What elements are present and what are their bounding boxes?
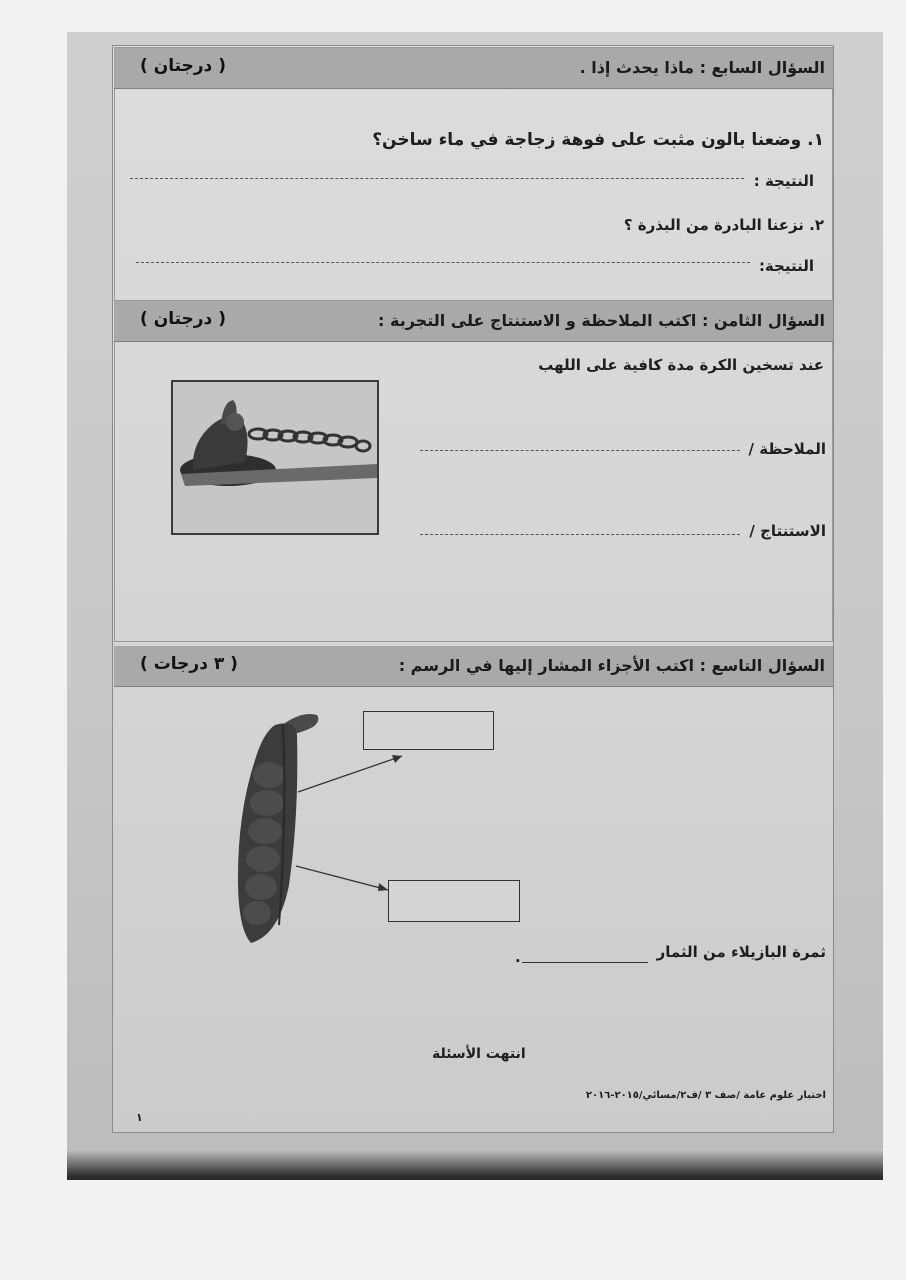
q7-answer-line-1[interactable] bbox=[130, 178, 744, 179]
end-of-questions: انتهت الأسئلة bbox=[432, 1046, 526, 1062]
ball-and-ring-image bbox=[173, 382, 377, 533]
q7-result-1-label: النتيجة : bbox=[753, 172, 814, 190]
label-box-seed-cover[interactable] bbox=[363, 711, 494, 750]
q8-conclusion-line[interactable] bbox=[420, 534, 740, 535]
q7-result-2-label: النتيجة: bbox=[758, 257, 814, 275]
arrow-upper bbox=[298, 756, 402, 792]
exam-info: اختبار علوم عامة /صف ٣ /ف٢/مسائي/٢٠١٥-٢٠١٦ bbox=[585, 1090, 826, 1101]
photo-shadow bbox=[67, 1150, 883, 1180]
q7-header bbox=[114, 48, 833, 89]
q9-fill-suffix: . bbox=[515, 948, 521, 966]
ball-and-ring-photo bbox=[171, 380, 379, 535]
label-arrows bbox=[290, 740, 400, 910]
q8-header bbox=[114, 301, 833, 342]
q9-title: السؤال التاسع : اكتب الأجزاء المشار إليها في الرسم : bbox=[398, 656, 825, 675]
q7-answer-line-2[interactable] bbox=[136, 262, 750, 263]
q8-prompt: عند تسخين الكرة مدة كافية على اللهب bbox=[538, 356, 824, 374]
label-box-seed[interactable] bbox=[388, 880, 520, 922]
q7-title: السؤال السابع : ماذا يحدث إذا . bbox=[579, 58, 825, 77]
q9-header bbox=[114, 646, 833, 687]
q9-marks: ( ٣ درجات ) bbox=[140, 654, 238, 674]
q7-item-2: ٢. نزعنا البادرة من البذرة ؟ bbox=[623, 216, 824, 234]
q9-fill-line[interactable] bbox=[522, 962, 648, 963]
arrow-lower bbox=[296, 866, 388, 890]
q7-item-1: ١. وضعنا بالون مثبت على فوهة زجاجة في ماء ساخن؟ bbox=[372, 130, 824, 150]
q7-marks: ( درجتان ) bbox=[140, 56, 226, 76]
q8-observation-line[interactable] bbox=[420, 450, 740, 451]
q8-conclusion-label: الاستنتاج / bbox=[749, 522, 826, 540]
q9-fill-prefix: ثمرة البازيلاء من الثمار bbox=[656, 943, 826, 961]
q8-observation-label: الملاحظة / bbox=[748, 440, 826, 458]
q8-title: السؤال الثامن : اكتب الملاحظة و الاستنتاج على التجربة : bbox=[378, 311, 825, 330]
page-number: ١ bbox=[136, 1111, 143, 1124]
q8-marks: ( درجتان ) bbox=[140, 309, 226, 329]
arrowhead-lower bbox=[378, 883, 388, 891]
